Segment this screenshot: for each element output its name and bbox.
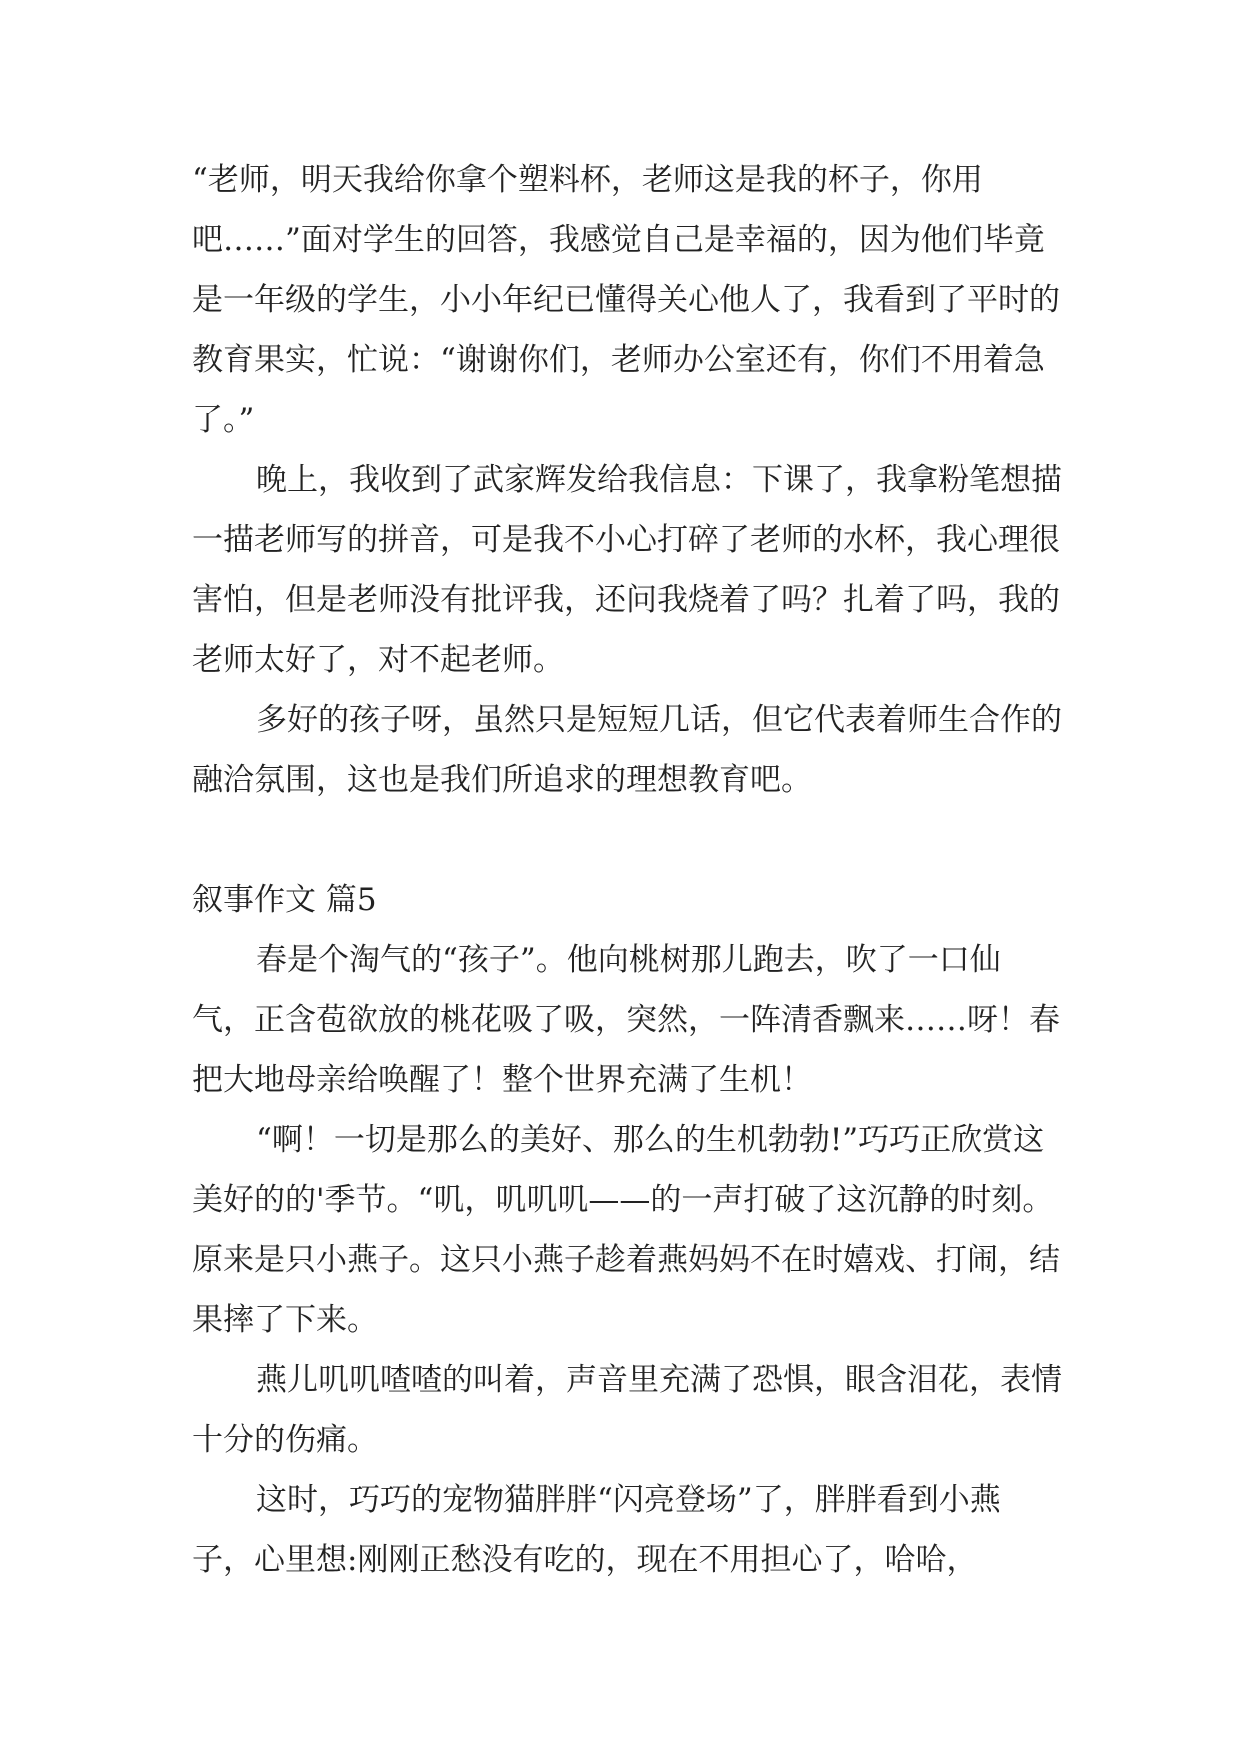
section-heading: 叙事作文 篇5 bbox=[192, 882, 377, 918]
paragraph: 多好的孩子呀，虽然只是短短几话，但它代表着师生合作的融洽氛围，这也是我们所追求的理想教育吧。 bbox=[192, 702, 1062, 798]
paragraph: 晚上，我收到了武家辉发给我信息：下课了，我拿粉笔想描一描老师写的拼音，可是我不小心打碎了老师的水杯，我心理很害怕，但是老师没有批评我，还问我烧着了吗？扎着了吗，我的老师太好了，对不起老师。 bbox=[192, 462, 1062, 678]
document-body bbox=[192, 150, 1062, 1590]
paragraph: “老师，明天我给你拿个塑料杯，老师这是我的杯子，你用吧……”面对学生的回答，我感觉自己是幸福的，因为他们毕竟是一年级的学生，小小年纪已懂得关心他人了，我看到了平时的教育果实，忙说：“谢谢你们，老师办公室还有，你们不用着急了。” bbox=[192, 162, 1060, 438]
paragraph: 春是个淘气的“孩子”。他向桃树那儿跑去，吹了一口仙气，正含苞欲放的桃花吸了吸，突然，一阵清香飘来……呀！春把大地母亲给唤醒了！整个世界充满了生机！ bbox=[192, 942, 1060, 1098]
paragraph: “啊！一切是那么的美好、那么的生机勃勃!”巧巧正欣赏这美好的的'季节。“叽，叽叽叽——的一声打破了这沉静的时刻。原来是只小燕子。这只小燕子趁着燕妈妈不在时嬉戏、打闹，结果摔了下来。 bbox=[192, 1122, 1060, 1338]
paragraph: 这时，巧巧的宠物猫胖胖“闪亮登场”了，胖胖看到小燕子，心里想:刚刚正愁没有吃的，现在不用担心了，哈哈， bbox=[192, 1482, 1001, 1578]
paragraph: 燕儿叽叽喳喳的叫着，声音里充满了恐惧，眼含泪花，表情十分的伤痛。 bbox=[192, 1362, 1062, 1458]
